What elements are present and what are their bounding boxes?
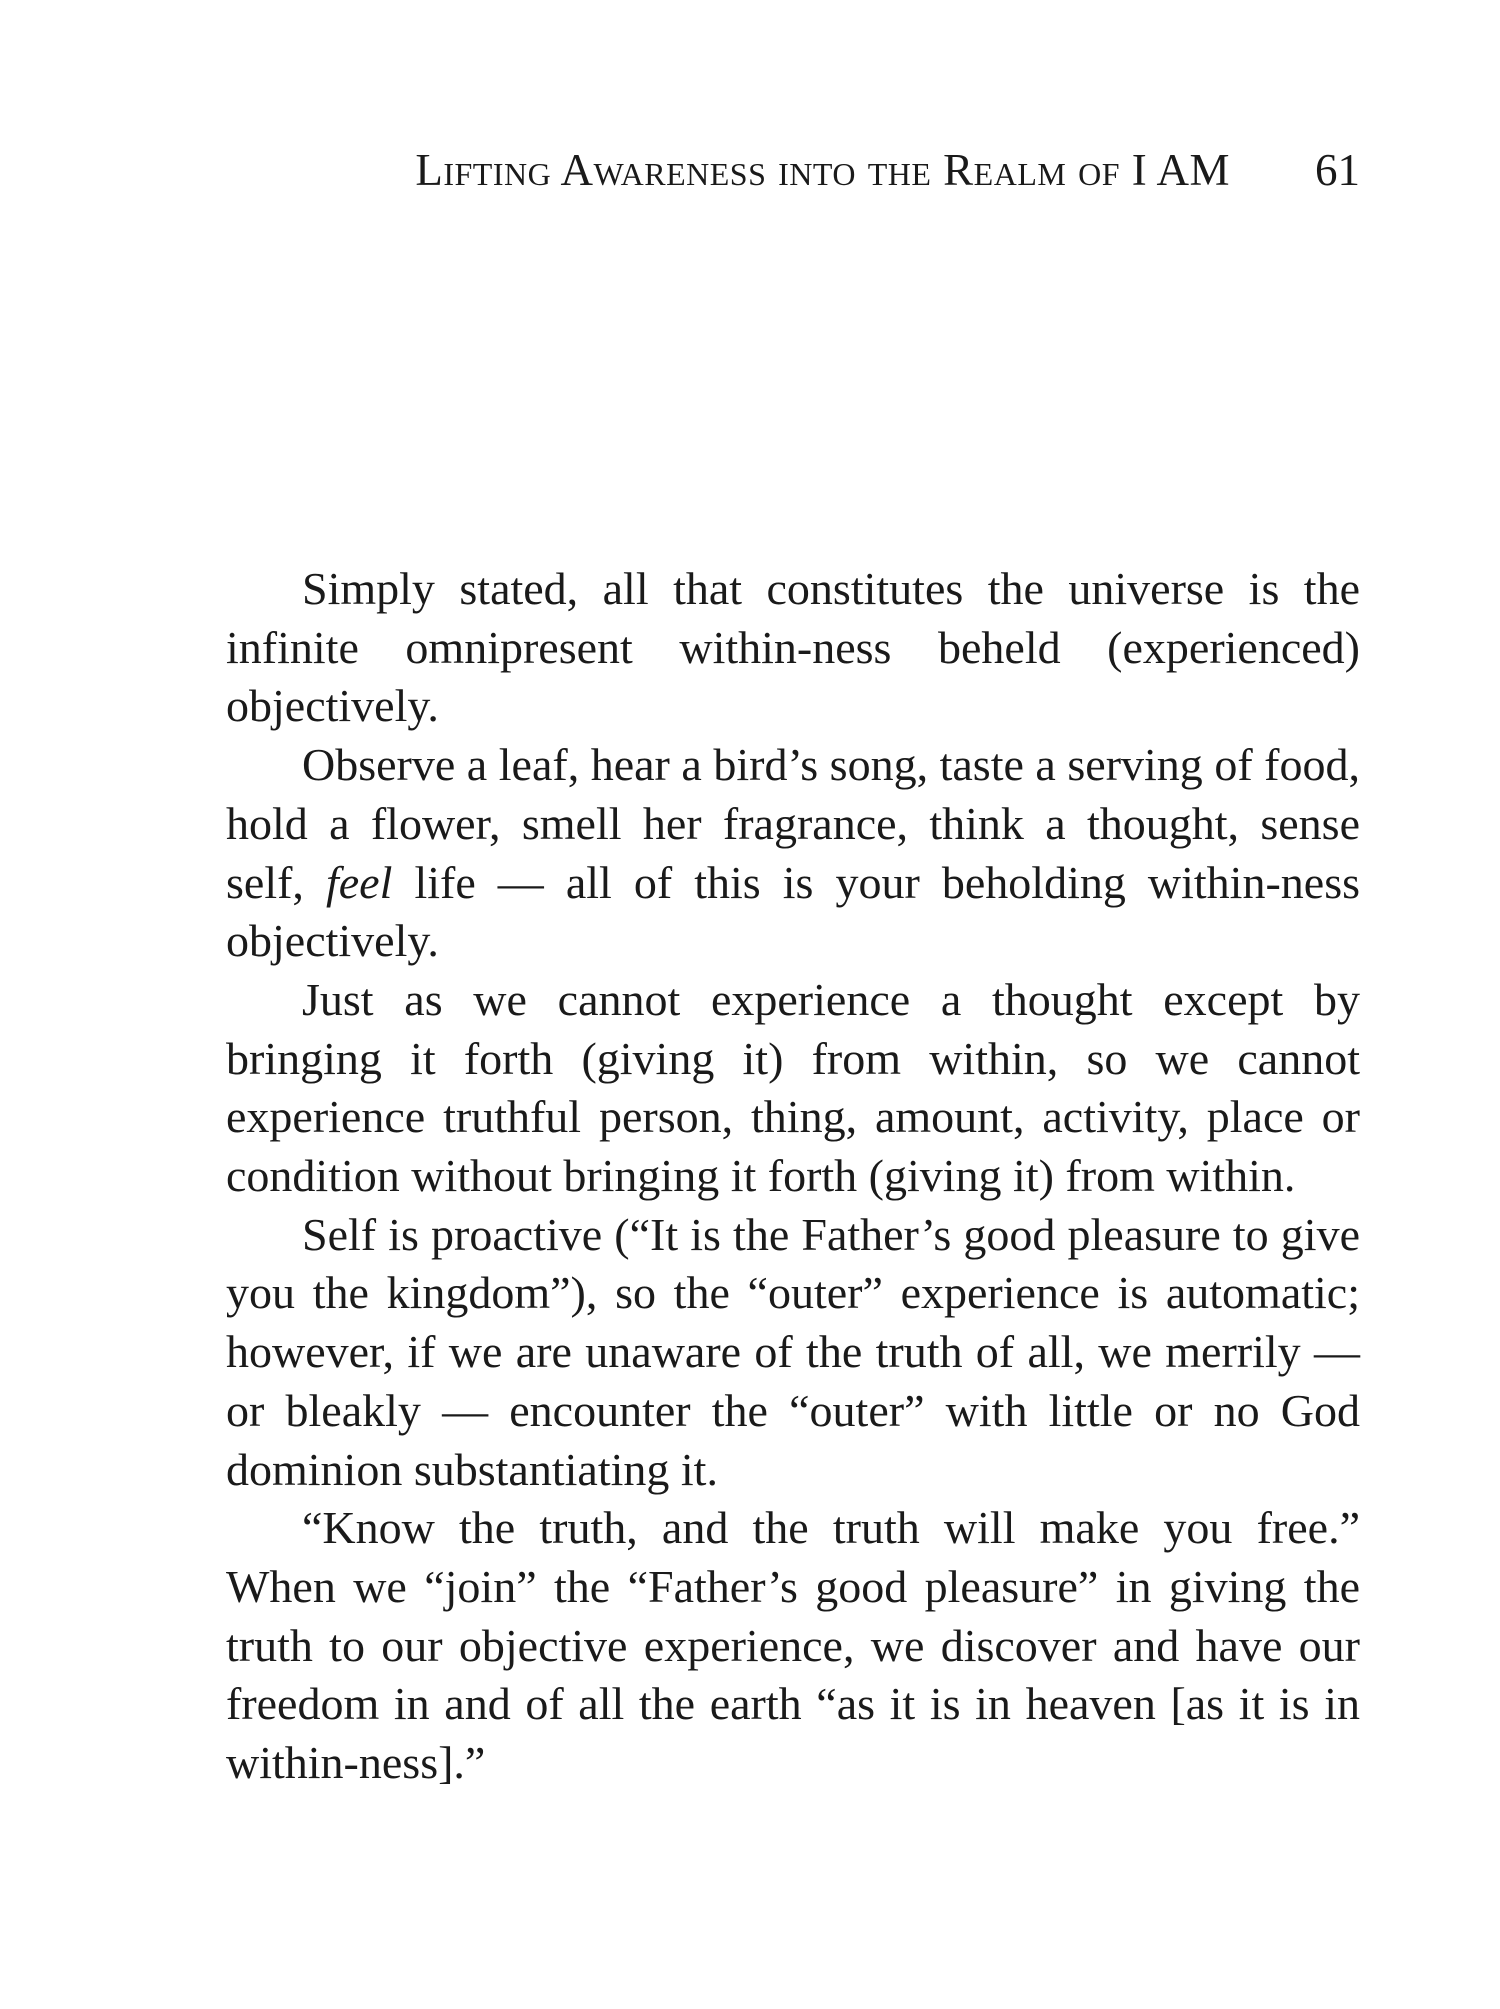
page-number: 61: [1315, 145, 1360, 195]
paragraph-2: [226, 736, 1360, 971]
paragraph-1: Simply stated, all that constitutes the universe is the infinite omnipresent within-ness beheld (experienced) objectively.: [226, 563, 1360, 732]
running-head: [226, 140, 1360, 200]
running-title: Lifting Awareness into the Realm of I AM: [415, 145, 1230, 195]
paragraph-2-text-before: Observe a leaf, hear a bird’s song, taste a serving of food, hold a flower, smell her fragrance, think a thought, sense self,: [226, 739, 1360, 908]
paragraph-4: Self is proactive (“It is the Father’s good pleasure to give you the kingdom”), so the “outer” experience is automatic; however, if we are unaware of the truth of all, we merrily — or bleakly — encounter the “outer” with little or no God dominion substantiating it.: [226, 1208, 1360, 1495]
paragraph-5: “Know the truth, and the truth will make you free.” When we “join” the “Father’s good pleasure” in giving the truth to our objective experience, we discover and have our freedom in and of all the earth “as it is in heaven [as it is in within-ness].”: [226, 1502, 1360, 1789]
paragraph-3: Just as we cannot experience a thought except by bringing it forth (giving it) from within, so we cannot experience truthful person, thing, amount, activity, place or condition without bringing it forth (giving it) from within.: [226, 973, 1360, 1202]
body-text: [226, 560, 1360, 1793]
paragraph-2-text-after: life — all of this is your beholding within-ness objectively.: [226, 856, 1360, 967]
paragraph-2-emphasis: feel: [325, 856, 393, 908]
